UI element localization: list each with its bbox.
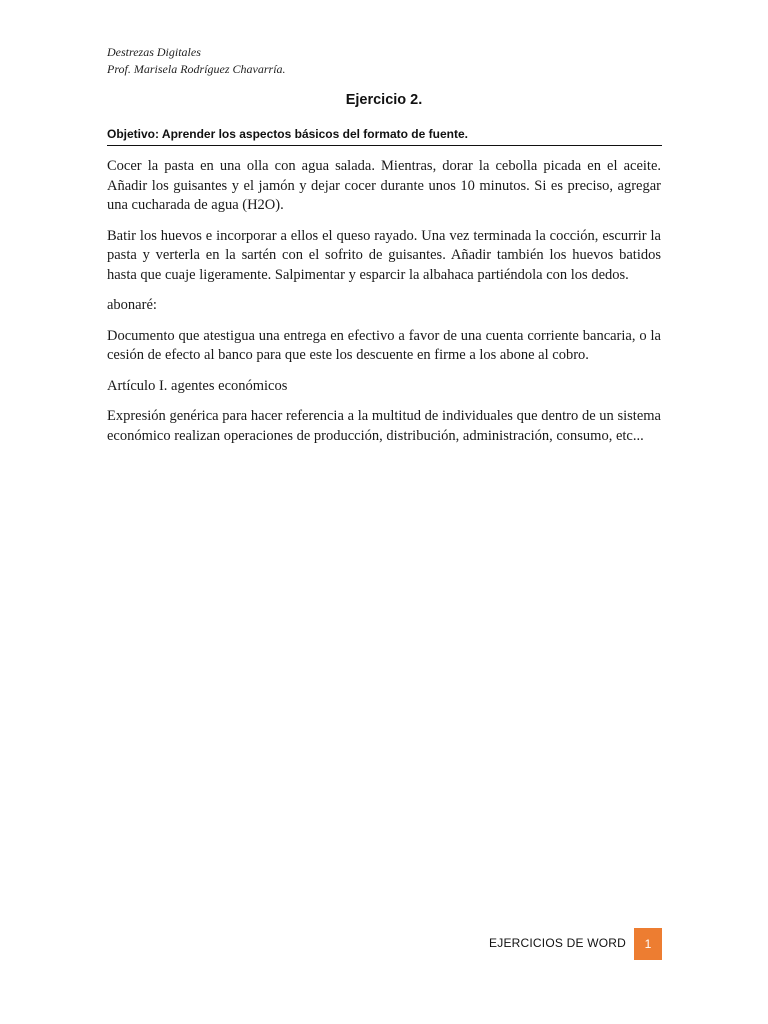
- header-course: Destrezas Digitales: [107, 45, 201, 59]
- paragraph-recipe-1: Cocer la pasta en una olla con agua salada. Mientras, dorar la cebolla picada en el aceite. Añadir los guisantes y el jamón y dejar cocer durante unos 10 minutos. Si es preciso, agregar una cucharada de agua (H2O).: [107, 158, 661, 213]
- objective-line: [107, 127, 662, 146]
- paragraph-definition: Documento que atestigua una entrega en efectivo a favor de una cuenta corriente bancaria, o la cesión de efecto al banco para que este los descuente en firme a los abone al cobro.: [107, 327, 661, 363]
- document-footer: [470, 928, 662, 960]
- header-professor: Prof. Marisela Rodríguez Chavarría.: [107, 62, 286, 76]
- objective-label: Objetivo:: [107, 127, 160, 141]
- objective-text: Aprender los aspectos básicos del formato de fuente.: [159, 127, 468, 141]
- paragraph-expression: Expresión genérica para hacer referencia a la multitud de individuales que dentro de un sistema económico realizan operaciones de producción, distribución, administración, consumo, etc...: [107, 408, 661, 444]
- footer-label: EJERCICIOS DE WORD: [489, 936, 626, 950]
- page-number-badge: 1: [634, 928, 662, 960]
- exercise-title: Ejercicio 2.: [345, 92, 423, 108]
- paragraph-article-heading: Artículo I. agentes económicos: [107, 377, 288, 394]
- paragraph-recipe-2: Batir los huevos e incorporar a ellos el queso rayado. Una vez terminada la cocción, escurrir la pasta y verterla en la sartén con el sofrito de guisantes. Añadir también los huevos batidos hasta que cuaje ligeramente. Salpimentar y esparcir la albahaca partiéndola con los dedos.: [107, 227, 661, 283]
- paragraph-term: abonaré:: [107, 297, 157, 313]
- document-header: [107, 44, 286, 78]
- document-body: [107, 157, 661, 457]
